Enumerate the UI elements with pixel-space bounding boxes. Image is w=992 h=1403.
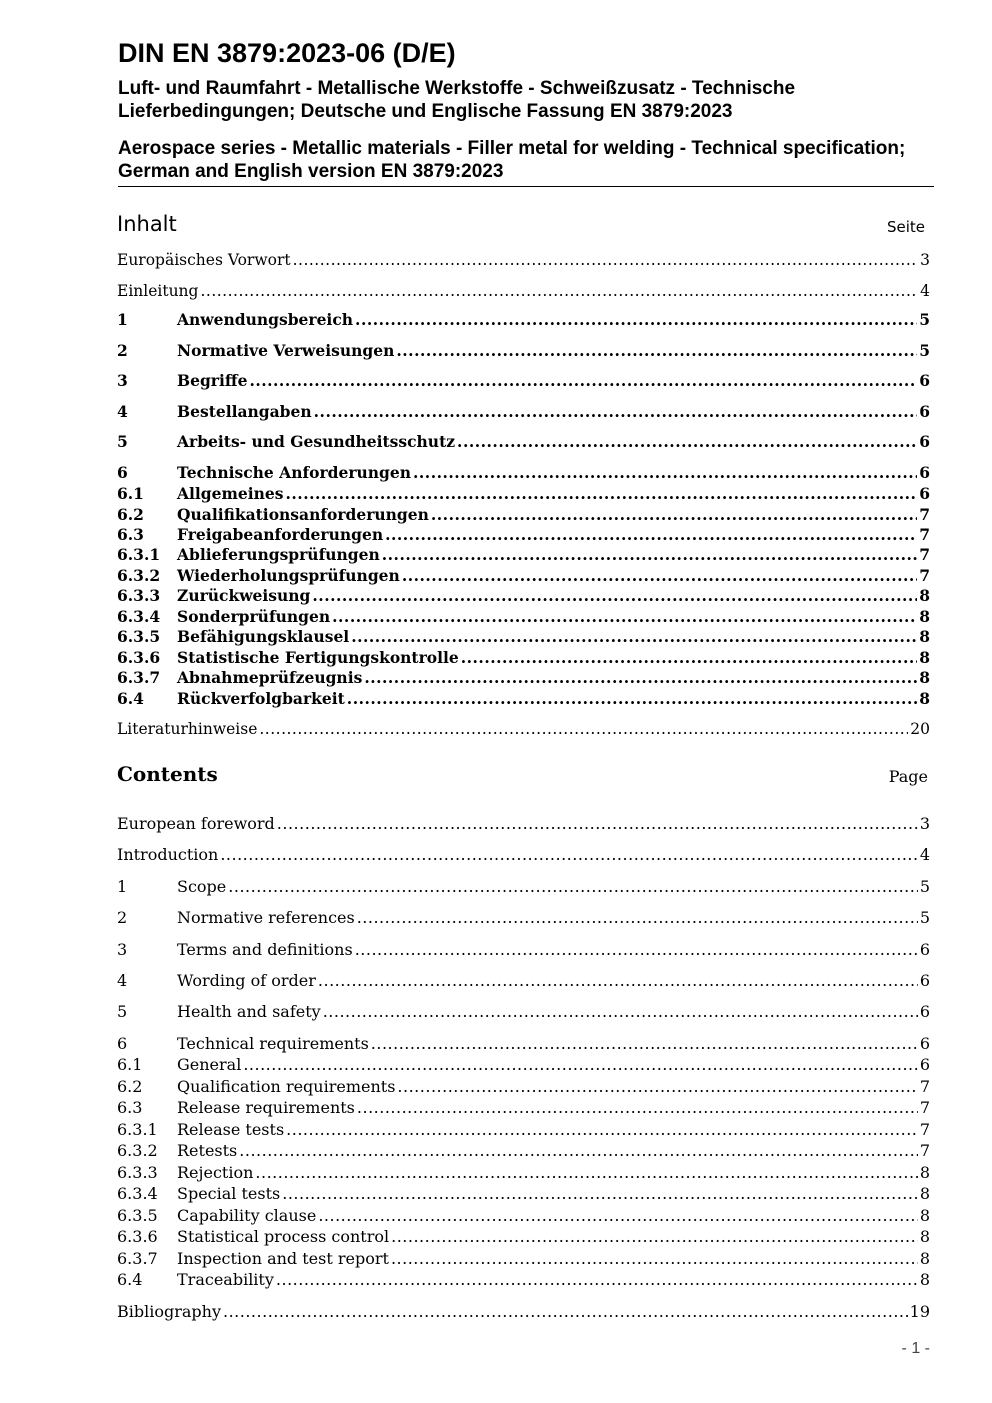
toc-entry[interactable] — [117, 341, 930, 361]
toc-entry[interactable] — [117, 1249, 930, 1269]
toc-entry-page: 6 — [919, 432, 930, 451]
toc-dot-leader — [351, 627, 917, 647]
toc-entry-page: 7 — [919, 1120, 930, 1139]
toc-entry-title: Rejection — [177, 1163, 254, 1182]
toc-dot-leader — [357, 1098, 918, 1118]
toc-entry[interactable] — [117, 689, 930, 709]
toc-dot-leader — [332, 607, 917, 627]
toc-dot-leader — [391, 1227, 918, 1247]
toc-entry-title: General — [177, 1055, 242, 1074]
toc-entry-title: Technische Anforderungen — [177, 463, 412, 482]
toc-entry-page: 6 — [919, 1002, 930, 1021]
toc-entry-number: 6.1 — [117, 1055, 143, 1074]
toc-entry-title: Sonderprüfungen — [177, 607, 331, 626]
toc-entry[interactable] — [117, 281, 930, 301]
toc-entry-number: 6.4 — [117, 1270, 143, 1289]
toc-entry-page: 3 — [919, 814, 930, 833]
toc-entry-number: 6.3.1 — [117, 545, 161, 564]
toc-entry-title: Befähigungsklausel — [177, 627, 350, 646]
toc-entry-number: 6 — [117, 1034, 128, 1053]
toc-entry-number: 6.3.2 — [117, 1141, 158, 1160]
toc-entry-page: 7 — [919, 545, 930, 564]
toc-dot-leader — [457, 432, 917, 452]
toc-dot-leader — [200, 281, 918, 301]
toc-english-heading: Contents — [117, 762, 218, 786]
toc-entry-page: 8 — [919, 1206, 930, 1225]
toc-entry[interactable] — [117, 1206, 930, 1226]
toc-entry-page: 8 — [919, 689, 930, 708]
toc-entry-number: 4 — [117, 971, 128, 990]
toc-entry-title: Normative references — [177, 908, 355, 927]
toc-entry[interactable] — [117, 845, 930, 865]
toc-entry-title: Capability clause — [177, 1206, 317, 1225]
toc-dot-leader — [355, 940, 918, 960]
toc-entry-title: European foreword — [117, 814, 275, 833]
toc-dot-leader — [318, 971, 918, 991]
toc-entry-title: Wording of order — [177, 971, 316, 990]
toc-entry[interactable] — [117, 908, 930, 928]
toc-entry-page: 5 — [919, 877, 930, 896]
toc-dot-leader — [347, 689, 917, 709]
toc-entry-page: 8 — [919, 1270, 930, 1289]
toc-entry-title: Release requirements — [177, 1098, 355, 1117]
toc-dot-leader — [385, 525, 917, 545]
toc-entry[interactable] — [117, 1034, 930, 1054]
toc-entry-title: Allgemeines — [177, 484, 284, 503]
toc-entry-number: 1 — [117, 310, 128, 329]
toc-entry-number: 6.3.1 — [117, 1120, 158, 1139]
toc-dot-leader — [357, 908, 918, 928]
toc-entry-number: 6 — [117, 463, 128, 482]
toc-entry-title: Arbeits- und Gesundheitsschutz — [177, 432, 456, 451]
toc-entry-number: 5 — [117, 1002, 128, 1021]
toc-entry-number: 6.3.5 — [117, 627, 161, 646]
toc-german-header — [117, 206, 930, 240]
toc-entry[interactable] — [117, 668, 930, 688]
toc-entry-title: Introduction — [117, 845, 219, 864]
toc-entry-number: 6.3.2 — [117, 566, 161, 585]
toc-dot-leader — [259, 719, 908, 739]
toc-entry-page: 6 — [919, 463, 930, 482]
toc-entry-title: Traceability — [177, 1270, 274, 1289]
toc-entry[interactable] — [117, 1098, 930, 1118]
toc-entry-title: Technical requirements — [177, 1034, 369, 1053]
toc-dot-leader — [355, 310, 917, 330]
toc-entry[interactable] — [117, 566, 930, 586]
toc-entry-page: 3 — [920, 251, 930, 269]
toc-entry-title: Bibliography — [117, 1302, 221, 1321]
toc-entry-page: 5 — [919, 341, 930, 360]
toc-entry[interactable] — [117, 1002, 930, 1022]
toc-entry-number: 2 — [117, 341, 128, 360]
toc-entry[interactable] — [117, 877, 930, 897]
toc-entry-title: Qualification requirements — [177, 1077, 396, 1096]
toc-entry-page: 8 — [919, 648, 930, 667]
toc-entry[interactable] — [117, 505, 930, 525]
toc-dot-leader — [397, 1077, 917, 1097]
toc-entry-title: Retests — [177, 1141, 238, 1160]
toc-dot-leader — [382, 545, 917, 565]
toc-entry-page: 5 — [919, 908, 930, 927]
toc-dot-leader — [391, 1249, 918, 1269]
toc-entry[interactable] — [117, 814, 930, 834]
toc-entry[interactable] — [117, 1077, 930, 1097]
toc-entry-page: 4 — [919, 845, 930, 864]
title-english: Aerospace series - Metallic materials - Filler metal for welding - Technical specification; German and English version EN 3879:2023 — [118, 137, 934, 187]
toc-entry[interactable] — [117, 1055, 930, 1075]
toc-entry-number: 3 — [117, 371, 128, 390]
toc-entry-number: 6.3.4 — [117, 1184, 158, 1203]
toc-dot-leader — [249, 371, 917, 391]
toc-dot-leader — [396, 341, 917, 361]
document-header — [118, 36, 934, 187]
toc-entry[interactable] — [117, 463, 930, 483]
toc-dot-leader — [364, 668, 917, 688]
toc-english-header — [117, 756, 930, 790]
toc-dot-leader — [276, 1270, 918, 1290]
toc-german-heading: Inhalt — [117, 212, 177, 236]
toc-entry-page: 7 — [919, 525, 930, 544]
toc-entry[interactable] — [117, 525, 930, 545]
toc-entry-number: 6.4 — [117, 689, 144, 708]
toc-dot-leader — [282, 1184, 918, 1204]
toc-entry[interactable] — [117, 1184, 930, 1204]
toc-dot-leader — [220, 845, 917, 865]
toc-german-page-label: Seite — [886, 218, 925, 236]
toc-entry-title: Zurückweisung — [177, 586, 311, 605]
toc-entry-title: Freigabeanforderungen — [177, 525, 384, 544]
toc-entry-page: 8 — [919, 1163, 930, 1182]
toc-entry[interactable] — [117, 1141, 930, 1161]
toc-dot-leader — [461, 648, 917, 668]
toc-entry-page: 6 — [919, 1055, 930, 1074]
toc-entry-title: Inspection and test report — [177, 1249, 389, 1268]
toc-dot-leader — [243, 1055, 917, 1075]
toc-dot-leader — [277, 814, 918, 834]
toc-entry-number: 3 — [117, 940, 128, 959]
toc-entry-page: 8 — [919, 1249, 930, 1268]
toc-dot-leader — [239, 1141, 918, 1161]
toc-entry-number: 6.3 — [117, 525, 144, 544]
toc-entry-number: 6.3.7 — [117, 1249, 158, 1268]
page-number: - 1 - — [901, 1340, 930, 1357]
toc-entry[interactable] — [117, 371, 930, 391]
toc-dot-leader — [286, 1120, 918, 1140]
toc-entry-page: 7 — [919, 505, 930, 524]
toc-english-page-label: Page — [888, 767, 928, 786]
toc-dot-leader — [223, 1302, 908, 1322]
toc-entry-page: 7 — [919, 566, 930, 585]
toc-dot-leader — [286, 484, 918, 504]
toc-entry[interactable] — [117, 1270, 930, 1290]
toc-entry-page: 7 — [919, 1077, 930, 1096]
toc-entry-page: 6 — [919, 402, 930, 421]
toc-entry[interactable] — [117, 545, 930, 565]
toc-dot-leader — [371, 1034, 918, 1054]
toc-entry-number: 6.3.6 — [117, 1227, 158, 1246]
toc-entry-page: 8 — [919, 1227, 930, 1246]
toc-entry-title: Statistical process control — [177, 1227, 390, 1246]
toc-entry-title: Anwendungsbereich — [177, 310, 354, 329]
toc-entry[interactable] — [117, 1120, 930, 1140]
toc-entry-page: 8 — [919, 586, 930, 605]
toc-entry[interactable] — [117, 310, 930, 330]
document-id: DIN EN 3879:2023-06 (D/E) — [118, 38, 456, 68]
toc-entry-title: Release tests — [177, 1120, 285, 1139]
toc-entry-number: 6.3.3 — [117, 1163, 158, 1182]
toc-entry[interactable] — [117, 484, 930, 504]
toc-entry-number: 6.2 — [117, 1077, 143, 1096]
toc-entry-page: 8 — [919, 1184, 930, 1203]
toc-dot-leader — [431, 505, 917, 525]
toc-english — [117, 756, 930, 1321]
toc-entry-page: 8 — [919, 668, 930, 687]
toc-entry[interactable] — [117, 971, 930, 991]
toc-entry-title: Rückverfolgbarkeit — [177, 689, 345, 708]
toc-entry-number: 6.3.3 — [117, 586, 161, 605]
toc-entry[interactable] — [117, 586, 930, 606]
toc-entry-page: 6 — [919, 1034, 930, 1053]
toc-entry-number: 6.1 — [117, 484, 144, 503]
toc-entry-page: 20 — [910, 720, 930, 738]
toc-entry[interactable] — [117, 1227, 930, 1247]
toc-entry-page: 5 — [919, 310, 930, 329]
toc-entry-page: 8 — [919, 627, 930, 646]
toc-entry-title: Europäisches Vorwort — [117, 251, 291, 269]
toc-entry-number: 6.3.6 — [117, 648, 161, 667]
toc-entry-title: Literaturhinweise — [117, 720, 258, 738]
toc-entry-title: Qualifikationsanforderungen — [177, 505, 429, 524]
toc-entry-page: 6 — [919, 371, 930, 390]
toc-dot-leader — [413, 463, 917, 483]
toc-entry[interactable] — [117, 719, 930, 739]
title-german: Luft- und Raumfahrt - Metallische Werkstoffe - Schweißzusatz - Technische Lieferbedingungen; Deutsche und Englische Fassung EN 3879:2023 — [118, 78, 796, 122]
toc-entry-page: 19 — [909, 1302, 930, 1321]
toc-entry-page: 6 — [919, 971, 930, 990]
toc-entry-number: 2 — [117, 908, 128, 927]
toc-entry-number: 6.3.7 — [117, 668, 161, 687]
toc-entry-title: Statistische Fertigungskontrolle — [177, 648, 459, 667]
toc-entry-page: 6 — [919, 940, 930, 959]
toc-entry-page: 6 — [919, 484, 930, 503]
toc-dot-leader — [402, 566, 917, 586]
toc-entry-page: 4 — [920, 282, 930, 300]
toc-entry-title: Einleitung — [117, 282, 199, 300]
toc-entry-page: 8 — [919, 607, 930, 626]
toc-entry[interactable] — [117, 627, 930, 647]
toc-entry[interactable] — [117, 1302, 930, 1322]
toc-entry[interactable] — [117, 1163, 930, 1183]
toc-entry-number: 4 — [117, 402, 128, 421]
toc-entry-title: Abnahmeprüfzeugnis — [177, 668, 363, 687]
toc-entry-title: Scope — [177, 877, 227, 896]
toc-dot-leader — [228, 877, 918, 897]
toc-entry-title: Ablieferungsprüfungen — [177, 545, 380, 564]
toc-entry-title: Special tests — [177, 1184, 281, 1203]
toc-entry[interactable] — [117, 432, 930, 452]
toc-dot-leader — [318, 1206, 918, 1226]
toc-entry-page: 7 — [919, 1098, 930, 1117]
toc-dot-leader — [255, 1163, 917, 1183]
toc-dot-leader — [312, 586, 917, 606]
toc-entry-page: 7 — [919, 1141, 930, 1160]
toc-entry[interactable] — [117, 607, 930, 627]
toc-entry-number: 5 — [117, 432, 128, 451]
toc-entry-number: 6.2 — [117, 505, 144, 524]
toc-entry[interactable] — [117, 648, 930, 668]
toc-dot-leader — [323, 1002, 918, 1022]
toc-entry[interactable] — [117, 250, 930, 270]
toc-dot-leader — [293, 250, 919, 270]
toc-entry[interactable] — [117, 402, 930, 422]
toc-entry-title: Begriffe — [177, 371, 248, 390]
toc-entry-title: Health and safety — [177, 1002, 321, 1021]
toc-entry-number: 6.3 — [117, 1098, 143, 1117]
toc-german — [117, 206, 930, 738]
toc-dot-leader — [314, 402, 918, 422]
toc-entry-title: Terms and definitions — [177, 940, 353, 959]
toc-entry-title: Wiederholungsprüfungen — [177, 566, 400, 585]
toc-entry-number: 6.3.4 — [117, 607, 161, 626]
toc-entry-title: Normative Verweisungen — [177, 341, 395, 360]
toc-entry[interactable] — [117, 940, 930, 960]
toc-entry-number: 1 — [117, 877, 128, 896]
toc-entry-title: Bestellangaben — [177, 402, 312, 421]
toc-entry-number: 6.3.5 — [117, 1206, 158, 1225]
